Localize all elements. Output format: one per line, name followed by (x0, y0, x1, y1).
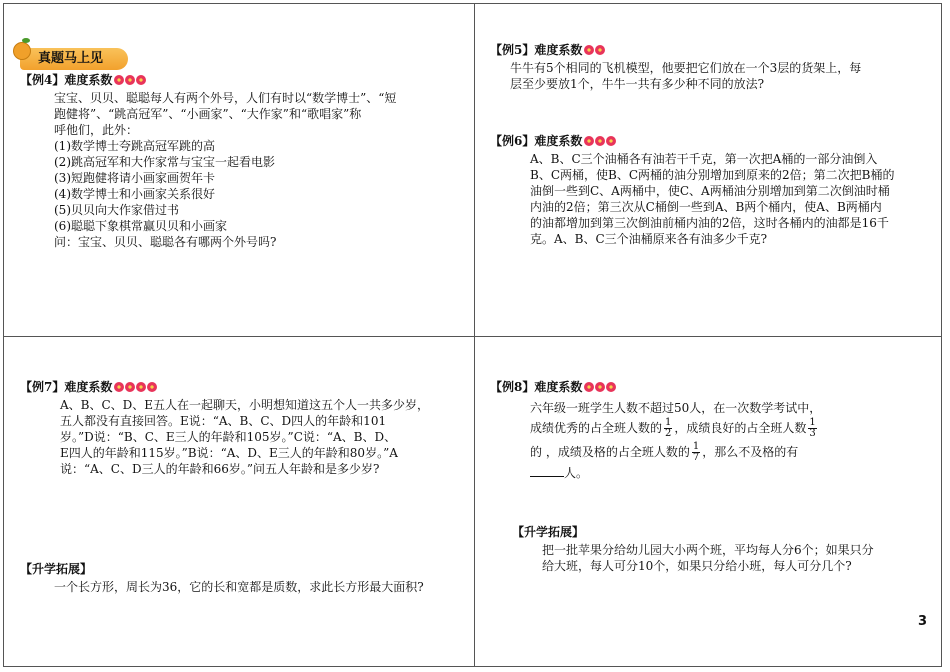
question-text-line: (2)跳高冠军和大作家常与宝宝一起看电影 (54, 155, 275, 169)
question-text-line: (5)贝贝向大作家借过书 (54, 203, 179, 217)
question-text-line: 克。A、B、C三个油桶原来各有油多少千克? (530, 232, 768, 246)
question-text-segment: 的 ，成绩及格的占全班人数的 (530, 445, 690, 459)
question-text-line: E四人的年龄和115岁。”B说：“A、D、E三人的年龄和80岁。”A (60, 446, 398, 460)
question-text-line: 问：宝宝、贝贝、聪聪各有哪两个外号吗? (54, 235, 277, 249)
flower-icon (136, 75, 146, 85)
question-7-label: 【例7】 (20, 380, 65, 394)
question-text-line: 呼他们，此外： (54, 123, 139, 137)
fraction-denominator: 7 (692, 452, 700, 463)
question-text-line: 的油都增加到第三次倒油前桶内油的2倍，这时各桶内的油都是16千 (530, 216, 889, 230)
flower-icon (606, 136, 616, 146)
question-text-line: (3)短跑健将请小画家画贺年卡 (54, 171, 215, 185)
extension-8-label: 【升学拓展】 (512, 525, 585, 539)
flower-icon (125, 382, 135, 392)
extension-7-label: 【升学拓展】 (20, 562, 93, 576)
question-text-segment: 人。 (564, 466, 589, 480)
leaf-icon (22, 38, 30, 43)
question-text-line: 内油的2倍；第三次从C桶倒一些到A、B两个桶内，使A、B两桶内 (530, 200, 882, 214)
question-text-line: 六年级一班学生人数不超过50人，在一次数学考试中， (530, 401, 822, 415)
question-text-line: 层至少要放1个，牛牛一共有多少种不同的放法? (510, 77, 765, 91)
fraction (808, 418, 816, 439)
fraction-denominator: 3 (809, 428, 816, 439)
fraction (692, 442, 700, 463)
answer-blank (530, 464, 564, 477)
question-text-line: 牛牛有5个相同的飞机模型，他要把它们放在一个3层的货架上，每 (510, 61, 862, 75)
extension-text-line: 把一批苹果分给幼儿园大小两个班，平均每人分6个；如果只分 (542, 543, 874, 557)
question-text-segment: 成绩优秀的占全班人数的 (530, 421, 663, 435)
question-text-line (530, 464, 821, 481)
question-text-line: 岁。”D说：“B、C、E三人的年龄和105岁。”C说：“A、B、D、 (60, 430, 397, 444)
difficulty-label: 难度系数 (534, 380, 583, 394)
question-text-line: 宝宝、贝贝、聪聪每人有两个外号，人们有时以“数学博士”、“短 (54, 91, 397, 105)
extension-text-line: 给大班，每人可分10个，如果只分给小班，每人可分几个? (542, 559, 852, 573)
question-text-line: (4)数学博士和小画家关系很好 (54, 187, 215, 201)
flower-icon (584, 382, 594, 392)
flower-icon (606, 382, 616, 392)
question-text-segment: ，成绩良好的占全班人数 (674, 421, 807, 435)
question-5-header (490, 42, 861, 58)
fraction-denominator: 2 (665, 428, 672, 439)
difficulty-stars (584, 136, 617, 146)
difficulty-stars (584, 45, 606, 55)
difficulty-stars (114, 75, 147, 85)
difficulty-label: 难度系数 (64, 380, 113, 394)
question-text-line (530, 416, 821, 440)
question-text-line: A、B、C三个油桶各有油若干千克，第一次把A桶的一部分油倒入 (530, 152, 878, 166)
question-4-label: 【例4】 (20, 73, 65, 87)
flower-icon (584, 136, 594, 146)
flower-icon (147, 382, 157, 392)
question-4 (20, 72, 396, 250)
question-7 (20, 379, 429, 477)
difficulty-label: 难度系数 (64, 73, 113, 87)
flower-icon (584, 45, 594, 55)
question-text-line: 油倒一些到C、A两桶中，使C、A两桶油分别增加到第二次倒油时桶 (530, 184, 890, 198)
flower-icon (595, 136, 605, 146)
difficulty-stars (114, 382, 158, 392)
question-text-line: 五人都没有直接回答。E说：“A、B、C、D四人的年龄和101 (60, 414, 387, 428)
difficulty-label: 难度系数 (534, 43, 583, 57)
section-banner: 真题马上见 (20, 48, 128, 70)
question-6-header (490, 133, 894, 149)
fraction-numerator: 1 (665, 417, 672, 428)
question-8 (490, 379, 821, 481)
flower-icon (125, 75, 135, 85)
fraction (664, 418, 672, 439)
extension-text-line: 一个长方形，周长为36，它的长和宽都是质数，求此长方形最大面积? (54, 580, 424, 594)
question-text-line: 跑健将”、“跳高冠军”、“小画家”、“大作家”和“歌唱家”称 (54, 107, 362, 121)
horizontal-divider (3, 336, 942, 337)
question-text-segment: ，那么不及格的有 (702, 445, 799, 459)
extension-7 (20, 561, 424, 595)
question-7-header (20, 379, 429, 395)
vertical-divider (474, 3, 475, 667)
question-text-line: B、C两桶，使B、C两桶的油分别增加到原来的2倍；第二次把B桶的 (530, 168, 895, 182)
question-text-line (530, 440, 821, 464)
flower-icon (114, 382, 124, 392)
question-text-line: (6)聪聪下象棋常赢贝贝和小画家 (54, 219, 227, 233)
fraction-numerator: 1 (809, 417, 816, 428)
question-5 (490, 42, 861, 92)
page-number: 3 (918, 614, 928, 629)
question-8-label: 【例8】 (490, 380, 535, 394)
flower-icon (595, 45, 605, 55)
difficulty-label: 难度系数 (534, 134, 583, 148)
question-8-header (490, 379, 821, 395)
flower-icon (136, 382, 146, 392)
fruit-icon (13, 42, 31, 60)
question-text-line: (1)数学博士夸跳高冠军跳的高 (54, 139, 215, 153)
difficulty-stars (584, 382, 617, 392)
question-5-label: 【例5】 (490, 43, 535, 57)
question-6 (490, 133, 894, 247)
question-text-line: A、B、C、D、E五人在一起聊天，小明想知道这五个人一共多少岁， (60, 398, 430, 412)
flower-icon (114, 75, 124, 85)
extension-8 (512, 524, 874, 574)
flower-icon (595, 382, 605, 392)
question-6-label: 【例6】 (490, 134, 535, 148)
question-text-line: 说：“A、C、D三人的年龄和66岁。”问五人年龄和是多少岁? (60, 462, 380, 476)
question-4-header (20, 72, 396, 88)
fraction-numerator: 1 (692, 441, 700, 452)
